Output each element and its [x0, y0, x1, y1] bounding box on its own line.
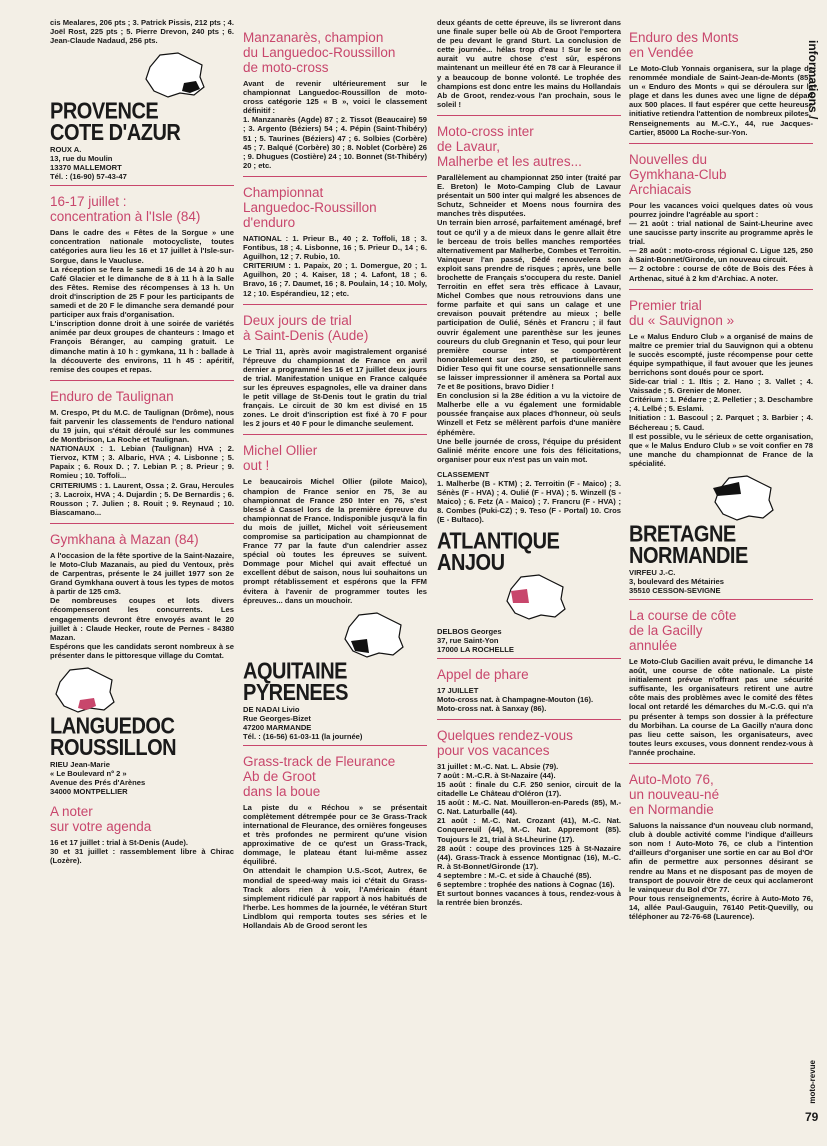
- article-title: Enduro des Monts en Vendée: [629, 30, 739, 60]
- brand-name: moto-revue: [808, 1060, 817, 1104]
- region-address: RIEU Jean-Marie « Le Boulevard nº 2 » Avenue des Prés d'Arènes 34000 MONTPELLIER: [50, 760, 146, 797]
- region-name: LANGUEDOC ROUSSILLON: [50, 713, 177, 761]
- region-block-atlantique: [437, 528, 621, 654]
- article-text: M. Crespo, Pt du M.C. de Taulignan (Drôme), nous fait parvenir les classements de l'enduro national du 19 juin, qui s'était déroulé sur les communes de Montbrison, La Roche et Taulignan. NATIONAUX : 1. Lebian (Taulignan) HVA ; 2. Tiervoz, KTM ; 3. Albaric, HVA ; 4. Lisbonne ; 5. Papaix ; 6. Roux D. ; 7. Lebian P. ; 8. Prieur ; 9. Romieu ; 10. Toffoli... CRITERIUMS : 1. Laurent, Ossa ; 2. Grau, Hercules ; 3. Lacroix, HVA ; 4. Dujardin ; 5. De Bernardis ; 6. Rousson ; 7. Julien ; 8. Rouit ; 9. Reynaud ; 10. Biascamano...: [50, 407, 234, 517]
- article-title: Premier trial du « Sauvignon »: [629, 297, 735, 328]
- france-map-icon: [50, 666, 118, 714]
- article-text: Le beaucairois Michel Ollier (pilote Maico), champion de France senior en 75, 3e au championnat de France 250 Inter en 76, s'est blessé à Cassel lors de la première épreuve du championnat de France. Indisponible jusqu'à la fin du mois de juillet, Michel voit sérieusement compromise sa participation au championnat de France 77 par la faute d'un calendrier assez spécial où toutes les épreuves se suivent. Dommage pour Michel qui avait effectué un excellent début de saison, nous lui souhaitons un prompt rétablissement et espérons que la FFM évitera à l'avenir de programmer toutes les épreuves... dans un mouchoir.: [243, 477, 427, 605]
- page-number: 79: [805, 1110, 819, 1124]
- article-text: NATIONAL : 1. Prieur B., 40 ; 2. Toffoli, 18 ; 3. Fontibus, 18 ; 4. Lisbonne, 16 ; 5. Prieur D., 14 ; 6. Aguilhon, 12 ; 7. Rubio, 10. CRITERIUM : 1. Papaix, 20 ; 1. Domergue, 20 ; 1. Aguilhon, 20 ; 4. Kaiser, 18 ; 4. Lafont, 18 ; 6. Bravo, 16 ; 7. Daumet, 16 ; 8. Poulain, 14 ; 10. Moly, 12 ; 10. Espérandieu, 12 ; etc.: [243, 233, 427, 298]
- article-text: 31 juillet : M.-C. Nat. L. Absie (79). 7 août : M.-C.R. à St-Nazaire (44). 15 août : finale du C.F. 250 senior, circuit de la citadelle Le Château d'Oléron (17). 15 août : M.-C. Nat. Mouilleron-en-Pareds (85), M.-C. Nat. Laturballe (44). 21 août : M.-C. Nat. Crozant (41), M.-C. Nat. Conquereuil (44), M.-C. Nat. Appremont (85). Toujours le 21, trial à St-Lheurine (17). 28 août : coupe des provinces 125 à St-Nazaire (44). Grass-Track à essence Montignac (16), M.-C. R. à St-Bonnet/Gironde (17). 4 septembre : M.-C. et side à Chauché (85). 6 septembre : trophée des nations à Cognac (16). Et surtout bonnes vacances à tous, rendez-vous à la rentrée bien bronzés.: [437, 761, 621, 908]
- article-text: 17 JUILLET Moto-cross nat. à Champagne-Mouton (16). Moto-cross nat. à Sanxay (86).: [437, 685, 594, 713]
- article-text: Pour les vacances voici quelques dates où vous pourrez joindre l'agréable au sport : — 21 août : trial national de Saint-Lheurine avec une saucisse party inscrite au programme après le trial. — 28 août : moto-cross régional C. Ligue 125, 250 à Saint-Bonnet/Gironde, un nouveau circuit. — 2 octobre : course de côte de Bois des Fées à Arthenac, situé à 2 km d'Archiac. A noter.: [629, 200, 813, 283]
- article-title: Michel Ollier out !: [243, 443, 318, 474]
- region-name: ATLANTIQUE ANJOU: [437, 528, 560, 576]
- article-title: Gymkhana à Mazan (84): [50, 531, 199, 547]
- article-text: Parallèlement au championnat 250 inter (traité par E. Breton) le Moto-Camping Club de Lavaur présentait un 500 inter qui malgré les absences de Schutz, Schneider et Moens nous fournira des manches très disputées. Un terrain bien arrosé, parfaitement aménagé, bref tout ce qu'il y a de mieux dans le genre allait être le berceau de trois belles manches remportées alternativement par Malherbe, Combes et Terroitin. Vainqueur l'an passé, Dédé renouvelera son exploit sans prendre de risques ; après, une belle brochette de Français s'occupera du reste. Daniel Terroitin en effet sera très efficace à Lavaur, Michel Combes que nous retrouvions dans une forme parfaite et qui sans un calage et une crevaison pouvait prétendre au mieux ; belle participation de Oulié, Sénès et Francru ; il faut ouvrir également une parenthèse sur les jeunes coureurs du club Gregnanin et Teso, qui pour leur première course inter se comportèrent honorablement sur des 250, et particulièrement Didier Teso qui fit une course sensationnelle sans se laisser impressionner il amènera sa Portal aux 7e et 8e positions, bravo Didier ! En conclusion si la 28e édition a vu la victoire de Malherbe elle a vu également une formidable poussée française aux places d'honneur, où seuls Winzell et Fetz se mêlèrent parfois d'une manière éphémère. Une belle journée de cross, l'équipe du président Galinié mérite encore une fois des félicitations, organiser pour eux n'est pas un vain mot.: [437, 172, 621, 464]
- column-2: [243, 18, 427, 936]
- column-4: [629, 18, 813, 927]
- article-text: Dans le cadre des « Fêtes de la Sorgue » une concentration nationale motocycliste, toutes catégories aura lieu les 16 et 17 juillet à l'Isle-sur-Sorgue, dans le Vaucluse. La réception se fera le samedi 16 de 14 à 20 h au Café Glacier et le dimanche de 8 à 11 h à la Salle des Fêtes. Remise des récompenses à 13 h. Un droit d'inscription de 25 F pour les participants de samedi et de 20 F le dimanche sera demandé pour participer aux frais d'organisation. L'inscription donne droit à une soirée de variétés animée par deux groupes de chanteurs : Imago et François Béranger, au camping gratuit. Le dimanche matin à 10 h : gymkana, 11 h : ballade à la découverte des environs, 11 h 45 : apéritif, remise des coupes et repas.: [50, 228, 234, 374]
- region-name: BRETAGNE NORMANDIE: [629, 521, 748, 569]
- region-address: ROUX A. 13, rue du Moulin 13370 MALLEMORT Tél. : (16-90) 57-43-47: [50, 145, 127, 182]
- france-map-icon: [709, 474, 777, 522]
- region-name: PROVENCE COTE D'AZUR: [50, 98, 181, 147]
- article-text: Saluons la naissance d'un nouveau club normand, club à double activité comme l'indique d'ailleurs son nom ! Auto-Moto 76, ce club a l'intention d'ailleurs d'organiser une sortie en car au Bol d'Or afin de permettre aux personnes désirant se rendre au Mans et ne disposant pas de moyen de transport de pouvoir être de ceux qui acclameront le vainqueur du Bol d'Or 77. Pour tous renseignements, écrire à Auto-Moto 76, 14, allée Paul-Gauguin, 76140 Petit-Quevilly, ou téléphoner au 72-76-68 (Laurence).: [629, 821, 813, 921]
- article-title: Enduro de Taulignan: [50, 388, 174, 404]
- article-text: Le Moto-Club Gacilien avait prévu, le dimanche 14 août, une course de côte nationale. La piste initialement prévue n'offrant pas une sécurité suffisante, les organisateurs retirent une autre côte mais des problèmes avec le comité des fêtes local ont retardé les démarches du M.-C.G. qui n'a pu présenter à temps son dossier à la préfecture du Morbihan. La course de La Gacilly n'aura donc pas lieu cette saison, les organisateurs, avec toutes leurs excuses, vous donnent rendez-vous à l'année prochaine.: [629, 657, 813, 757]
- article-title: Championnat Languedoc-Roussillon d'enduro: [243, 184, 377, 230]
- article-title: Quelques rendez-vous pour vos vacances: [437, 727, 573, 758]
- france-map-icon: [339, 611, 407, 659]
- column-1: [50, 18, 234, 871]
- region-block-bretagne: [629, 474, 813, 595]
- region-block-languedoc: [50, 666, 234, 796]
- article-title: Deux jours de trial à Saint-Denis (Aude): [243, 312, 369, 343]
- region-address: DELBOS Georges 37, rue Saint-Yon 17000 LA ROCHELLE: [437, 626, 514, 654]
- article-title: Grass-track de Fleurance Ab de Groot dans la boue: [243, 753, 396, 799]
- article-title: Nouvelles du Gymkhana-Club Archiacais: [629, 151, 727, 197]
- classement-text: 1. Malherbe (B - KTM) ; 2. Terroitin (F - Maico) ; 3. Sénès (F - HVA) ; 4. Oulié (F - HVA) ; 5. Winzell (S - Maico) ; 6. Fetz (A - Maico) ; 7. Francru (F - HVA) ; 8. Combes (Puki-CZ) ; 9. Teso (F - Portal) 10. Cros (E - Bultaco).: [437, 479, 621, 525]
- article-text: 16 et 17 juillet : trial à St-Denis (Aude). 30 et 31 juillet : rassemblement libre à Chirac (Lozère).: [50, 838, 234, 866]
- france-map-icon: [140, 51, 208, 99]
- article-text: A l'occasion de la fête sportive de la Saint-Nazaire, le Moto-Club Mazanais, au pied du Ventoux, près de Carpentras, présente le 24 juillet 1977 son 2e Grand Gymkhana ouvert à tous les types de motos à partir de 125 cm3. De nombreuses coupes et lots divers récompenseront les concurrents. Les engagements devront être envoyés avant le 20 juillet à : Claude Hecker, route de Pernes - 84380 Mazan. Espérons que les candidats seront nombreux à se présenter dans le pittoresque village du Comtat.: [50, 550, 234, 660]
- article-title: Moto-cross inter de Lavaur, Malherbe et les autres...: [437, 123, 582, 169]
- region-address: VIRFEU J.-C. 3, boulevard des Métairies 35510 CESSON-SEVIGNE: [629, 568, 724, 595]
- region-address: DE NADAI Livio Rue Georges-Bizet 47200 MARMANDE Tél. : (16-56) 61-03-11 (la journée): [243, 704, 363, 741]
- article-text: deux géants de cette épreuve, ils se livreront dans une finale super belle où Ab de Groot l'emportera de peu devant le grand Sturt. La conclusion de cette journée... hélas trop d'eau ! Sur le sec on aurait vu autre chose c'est sûr, espérons maintenant un meilleur été en 78 car à Fleurance il y a beaucoup de bonne volonté. Le trophée des champions est donc entre les mains du Hollandais Ab de Groot, rendez-vous l'an prochain, sous le soleil !: [437, 18, 621, 109]
- article-text: Le Trial 11, après avoir magistralement organisé l'épreuve du championnat de France en avril dernier a programmé les 16 et 17 juillet deux jours de trial. Manifestation unique en France calquée sur les épreuves espagnoles, elle va drainer dans le petit village de St-Denis tout le gratin du trial français. Le circuit de 30 km est divisé en 15 zones. Le droit d'inscription est fixé à 70 F pour les 2 jours et 40 F pour le dimanche seulement.: [243, 346, 427, 429]
- article-text: cis Mealares, 206 pts ; 3. Patrick Pissis, 212 pts ; 4. Joël Rost, 225 pts ; 5. Pierre Drevon, 240 pts ; 6. Jean-Claude Nadaud, 256 pts.: [50, 18, 234, 46]
- section-label: informations /: [806, 40, 820, 120]
- region-block-provence: [50, 51, 234, 181]
- article-text: La piste du « Réchou » se présentait complètement détrempée pour ce 3e Grass-Track international de Fleurance, des ornières fongeuses et très profondes ne permirent qu'une vision approximative de ce qu'est un Grass-Track, dommage, le plateau étant lui-même assez équilibré. On attendait le champion U.S.-Scot, Autrex, 6e mondial de speed-way mais ici c'était du Grass-Track alors rien à voir, l'Américain étant simplement ridiculé par rapport à nos habitués de l'herbe. Les hommes de la journée, le vétéran Sturt Lindblom qui remporta toutes ses séries et le Hollandais Ab de Grood seront les: [243, 802, 427, 930]
- classement-title: CLASSEMENT: [437, 469, 490, 479]
- region-name: AQUITAINE PYRENEES: [243, 658, 348, 706]
- article-title: Manzanarès, champion du Languedoc-Roussillon de moto-cross: [243, 30, 396, 75]
- france-map-icon: [501, 573, 569, 621]
- article-text: Avant de revenir ultérieurement sur le championnat Languedoc-Roussillon de moto-cross catégorie 125 « B », voici le classement définitif : 1. Manzanarès (Agde) 87 ; 2. Tissot (Beaucaire) 59 ; 3. Argento (Béziers) 54 ; 4. Pépin (Saint-Thibéry) 51 ; 5. Taurines (Béziers) 47 ; 6. Solbies (Corbère) 45 ; 7. Balqué (Corbère) 30 ; 8. Noblet (Corbère) 26 ; 9. Dhugues (Costière) 24 ; 10. Bonnet (St-Thibéry) 20 ; etc.: [243, 79, 427, 170]
- article-title: Appel de phare: [437, 666, 529, 682]
- article-title: Auto-Moto 76, un nouveau-né en Normandie: [629, 772, 720, 818]
- article-title: La course de côte de la Gacilly annulée: [629, 608, 737, 653]
- article-text: Le Moto-Club Yonnais organisera, sur la plage de renommée mondiale de Saint-Jean-de-Monts (85), un « Enduro des Monts » qui se déroulera sur la plage et dans les dunes avec une ligne de départ aux 500 places. Il faut espérer que cette heureuse initiative retiendra l'attention de nombreux pilotes. Renseignements au M.-C.Y., 44, rue Jacques-Cartier, 85000 La Roche-sur-Yon.: [629, 64, 813, 137]
- article-text: Le « Malus Enduro Club » a organisé de mains de maître ce premier trial du Sauvignon qui a obtenu le succès escompté, juste récompense pour cette équipe sympathique, il faut avouer que les jeunes berrichons sont doués pour ce sport. Side-car trial : 1. Iltis ; 2. Hano ; 3. Vallet ; 4. Vaissade ; 5. Grenier de Moner. Critérium : 1. Pédarre ; 2. Pelletier ; 3. Deschambre ; 4. Lelbé ; 5. Eslami. Initiation : 1. Bascoul ; 2. Parquet ; 3. Barbier ; 4. Béchereau ; 5. Caud. Il est possible, vu le sérieux de cette organisation, que « le Malus Enduro Club » se voit confier en 78 une manche du championnat de France de la spécialité.: [629, 331, 813, 468]
- article-title: 16-17 juillet : concentration à l'Isle (84): [50, 194, 201, 225]
- article-title: A noter sur votre agenda: [50, 804, 152, 835]
- region-block-aquitaine: [243, 611, 427, 741]
- column-3: [437, 18, 621, 913]
